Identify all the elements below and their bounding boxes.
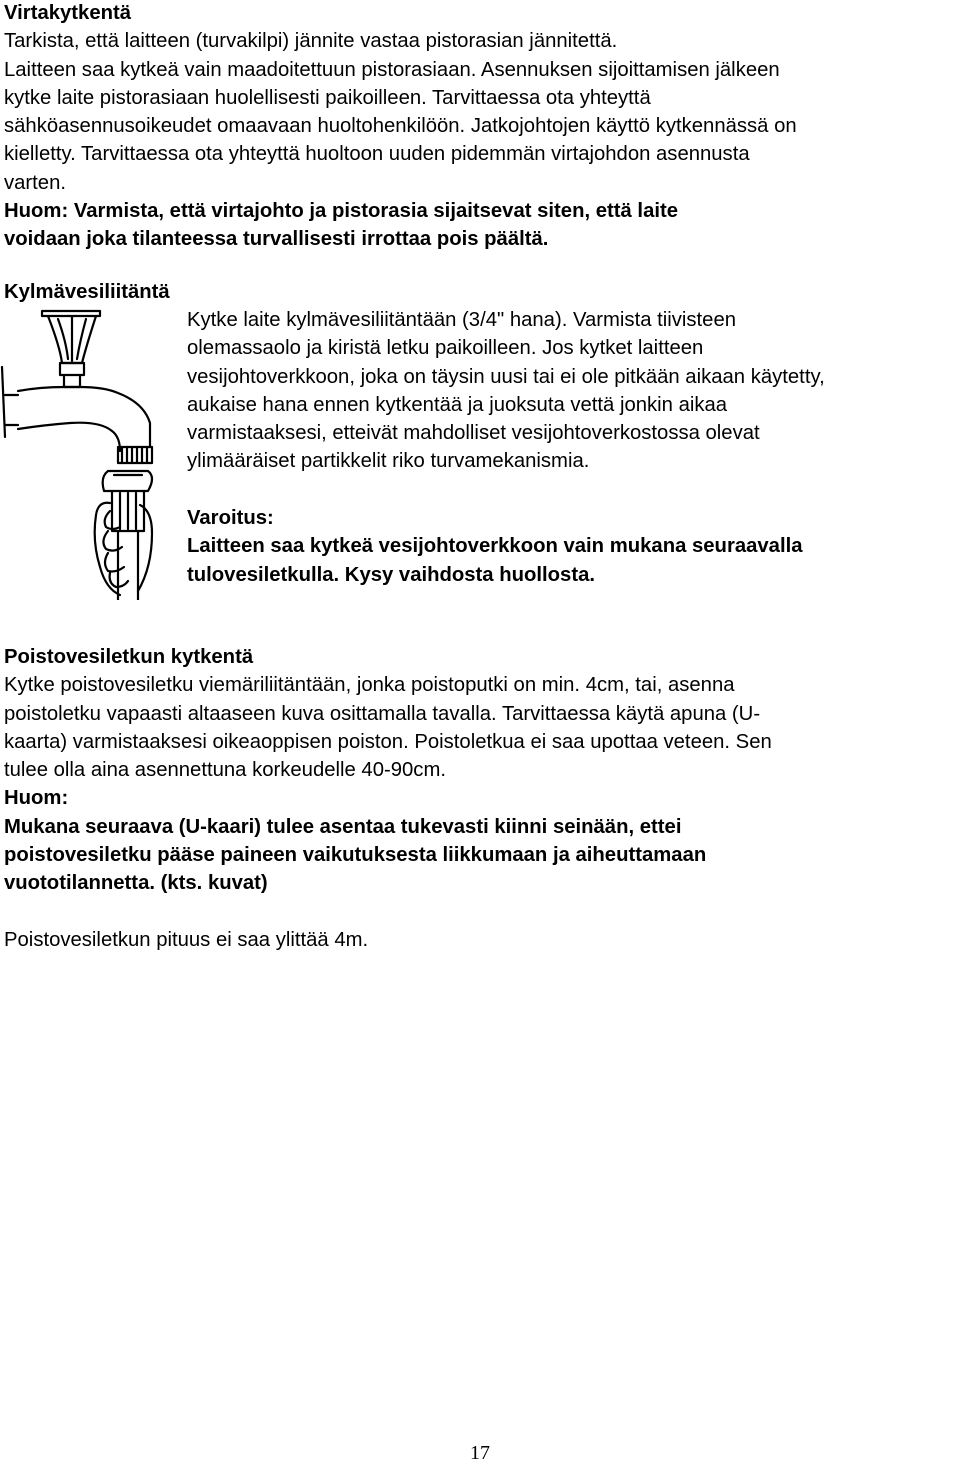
note-line: vuototilannetta. (kts. kuvat) <box>4 872 268 895</box>
warning-title: Varoitus: <box>187 507 274 529</box>
text-line: aukaise hana ennen kytkentää ja juoksuta vettä jonkin aikaa <box>187 393 728 416</box>
note-line: poistovesiletku pääse paineen vaikutuksesta liikkumaan ja aiheuttamaan <box>4 844 707 867</box>
faucet-hose-icon <box>0 305 160 600</box>
text-line: poistoletku vapaasti altaaseen kuva osittamalla tavalla. Tarvittaessa käytä apuna (U- <box>4 702 761 725</box>
note-line: Huom: Varmista, että virtajohto ja pistorasia sijaitsevat siten, että laite <box>4 200 679 223</box>
hose-length-note <box>4 926 956 954</box>
note-title: Huom: <box>4 787 69 810</box>
text-line: vesijohtoverkkoon, joka on täysin uusi tai ei ole pitkään aikaan käytetty, <box>187 365 825 388</box>
text-line: tulee olla aina asennettuna korkeudelle 40-90cm. <box>4 759 446 782</box>
heading-virtakytkenta: Virtakytkentä <box>4 2 132 24</box>
section-kylmavesiliitanta-heading <box>4 278 956 306</box>
section-poistovesiletku <box>4 643 956 898</box>
section-virtakytkenta <box>4 0 956 254</box>
heading-kylmavesiliitanta: Kylmävesiliitäntä <box>4 281 170 303</box>
section-kylmavesiliitanta-body <box>187 306 959 476</box>
text-line: kytke laite pistorasiaan huolellisesti paikoilleen. Tarvittaessa ota yhteyttä <box>4 86 651 109</box>
text-line: ylimääräiset partikkelit riko turvamekanismia. <box>187 450 590 473</box>
text-line: kaarta) varmistaaksesi oikeaoppisen poiston. Poistoletkua ei saa upottaa veteen. Sen <box>4 730 772 753</box>
page-number: 17 <box>470 1442 490 1464</box>
note-line: Mukana seuraava (U-kaari) tulee asentaa tukevasti kiinni seinään, ettei <box>4 815 682 838</box>
text-line: sähköasennusoikeudet omaavaan huoltohenkilöön. Jatkojohtojen käyttö kytkennässä on <box>4 115 797 138</box>
text-line: Tarkista, että laitteen (turvakilpi) jännite vastaa pistorasian jännitettä. <box>4 30 618 53</box>
text-line: Kytke laite kylmävesiliitäntään (3/4" hana). Varmista tiivisteen <box>187 309 737 331</box>
warning-line: tulovesiletkulla. Kysy vaihdosta huollosta. <box>187 563 595 586</box>
text-line: varmistaaksesi, etteivät mahdolliset vesijohtoverkostossa olevat <box>187 422 760 445</box>
text-line: kielletty. Tarvittaessa ota yhteyttä huoltoon uuden pidemmän virtajohdon asennusta <box>4 143 750 166</box>
text-line: olemassaolo ja kiristä letku paikoilleen. Jos kytket laitteen <box>187 337 704 360</box>
text-line: Kytke poistovesiletku viemäriliitäntään, jonka poistoputki on min. 4cm, tai, asenna <box>4 674 735 697</box>
warning-line: Laitteen saa kytkeä vesijohtoverkkoon vain mukana seuraavalla <box>187 535 803 558</box>
heading-poistovesiletku: Poistovesiletkun kytkentä <box>4 646 254 668</box>
warning-block <box>187 504 959 589</box>
water-tap-illustration <box>0 305 160 600</box>
text-line: Laitteen saa kytkeä vain maadoitettuun pistorasiaan. Asennuksen sijoittamisen jälkeen <box>4 58 780 81</box>
text-line: Poistovesiletkun pituus ei saa ylittää 4m. <box>4 929 369 951</box>
text-line: varten. <box>4 171 67 194</box>
note-line: voidaan joka tilanteessa turvallisesti irrottaa pois päältä. <box>4 228 549 251</box>
